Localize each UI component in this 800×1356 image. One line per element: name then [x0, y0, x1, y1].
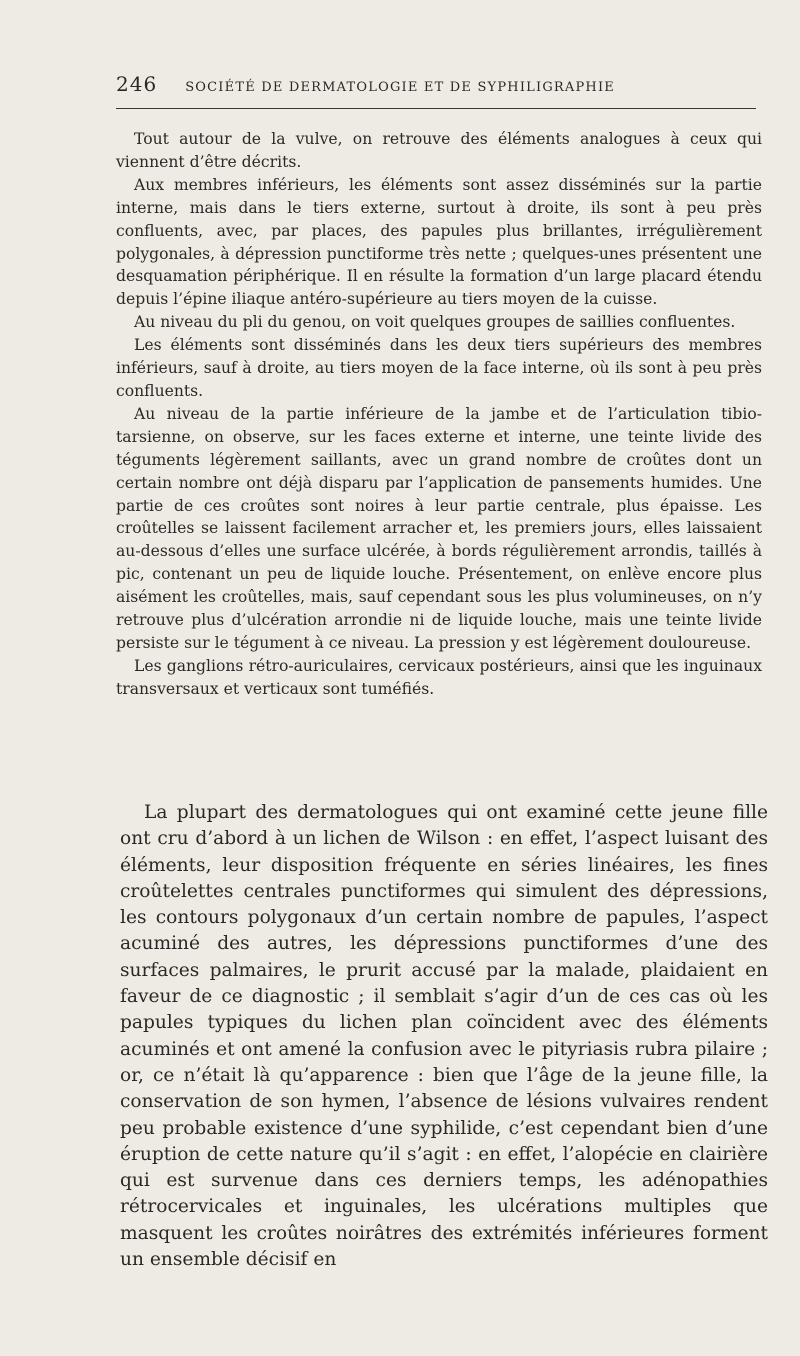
paragraph: Les ganglions rétro-auriculaires, cervicaux postérieurs, ainsi que les inguinaux transversaux et verticaux sont tuméfiés. — [116, 656, 762, 698]
paragraph: Au niveau du pli du genou, on voit quelques groupes de saillies confluentes. — [134, 313, 736, 332]
page-header — [116, 72, 756, 102]
discussion-text — [120, 800, 768, 1273]
paragraph: Tout autour de la vulve, on retrouve des éléments analogues à ceux qui viennent d’être décrits. — [116, 130, 762, 171]
paragraph: Aux membres inférieurs, les éléments sont assez disséminés sur la partie interne, mais dans le tiers externe, surtout à droite, ils sont à peu près confluents, avec, par places, des papules plus brillantes, irrégulièrement polygonales, à dépression punctiforme très nette ; quelques-unes présentent une desquamation périphérique. Il en résulte la formation d’un large placard étendu depuis l’épine iliaque antéro-supérieure au tiers moyen de la cuisse. — [116, 175, 762, 309]
observation-text — [116, 128, 762, 701]
running-head: SOCIÉTÉ DE DERMATOLOGIE ET DE SYPHILIGRAPHIE — [185, 80, 615, 95]
page-number: 246 — [116, 72, 158, 96]
paragraph: La plupart des dermatologues qui ont examiné cette jeune fille ont cru d’abord à un lichen de Wilson : en effet, l’aspect luisant des éléments, leur disposition fréquente en séries linéaires, les fines croûtelettes centrales punctiformes qui simulent des dépressions, les contours polygonaux d’un certain nombre de papules, l’aspect acuminé des autres, les dépressions punctiformes d’une des surfaces palmaires, le prurit accusé par la malade, plaidaient en faveur de ce diagnostic ; il semblait s’agir d’un de ces cas où les papules typiques du lichen plan coïncident avec des éléments acuminés et ont amené la confusion avec le pityriasis rubra pilaire ; or, ce n’était là qu’apparence : bien que l’âge de la jeune fille, la conservation de son hymen, l’absence de lésions vulvaires rendent peu probable existence d’une syphilide, c’est cependant bien d’une éruption de cette nature qu’il s’agit : en effet, l’alopécie en clairière qui est survenue dans ces derniers temps, les adénopathies rétrocervicales et inguinales, les ulcérations multiples que masquent les croûtes noirâtres des extrémités inférieures forment un ensemble décisif en — [120, 802, 768, 1271]
header-rule — [116, 108, 756, 109]
paragraph: Au niveau de la partie inférieure de la jambe et de l’articulation tibio-tarsienne, on observe, sur les faces externe et interne, une teinte livide des téguments légèrement saillants, avec un grand nombre de croûtes dont un certain nombre ont déjà disparu par l’application de pansements humides. Une partie de ces croûtes sont noires à leur partie centrale, plus épaisse. Les croûtelles se laissent facilement arracher et, les premiers jours, elles laissaient au-dessous d’elles une surface ulcérée, à bords régulièrement arrondis, taillés à pic, contenant un peu de liquide louche. Présentement, on enlève encore plus aisément les croûtelles, mais, sauf cependant sous les plus volumineuses, on n’y retrouve plus d’ulcération arrondie ni de liquide louche, mais une teinte livide persiste sur le tégument à ce niveau. La pression y est légèrement douloureuse. — [116, 404, 762, 652]
paragraph: Les éléments sont disséminés dans les deux tiers supérieurs des membres inférieurs, sauf à droite, au tiers moyen de la face interne, où ils sont à peu près confluents. — [116, 336, 762, 400]
